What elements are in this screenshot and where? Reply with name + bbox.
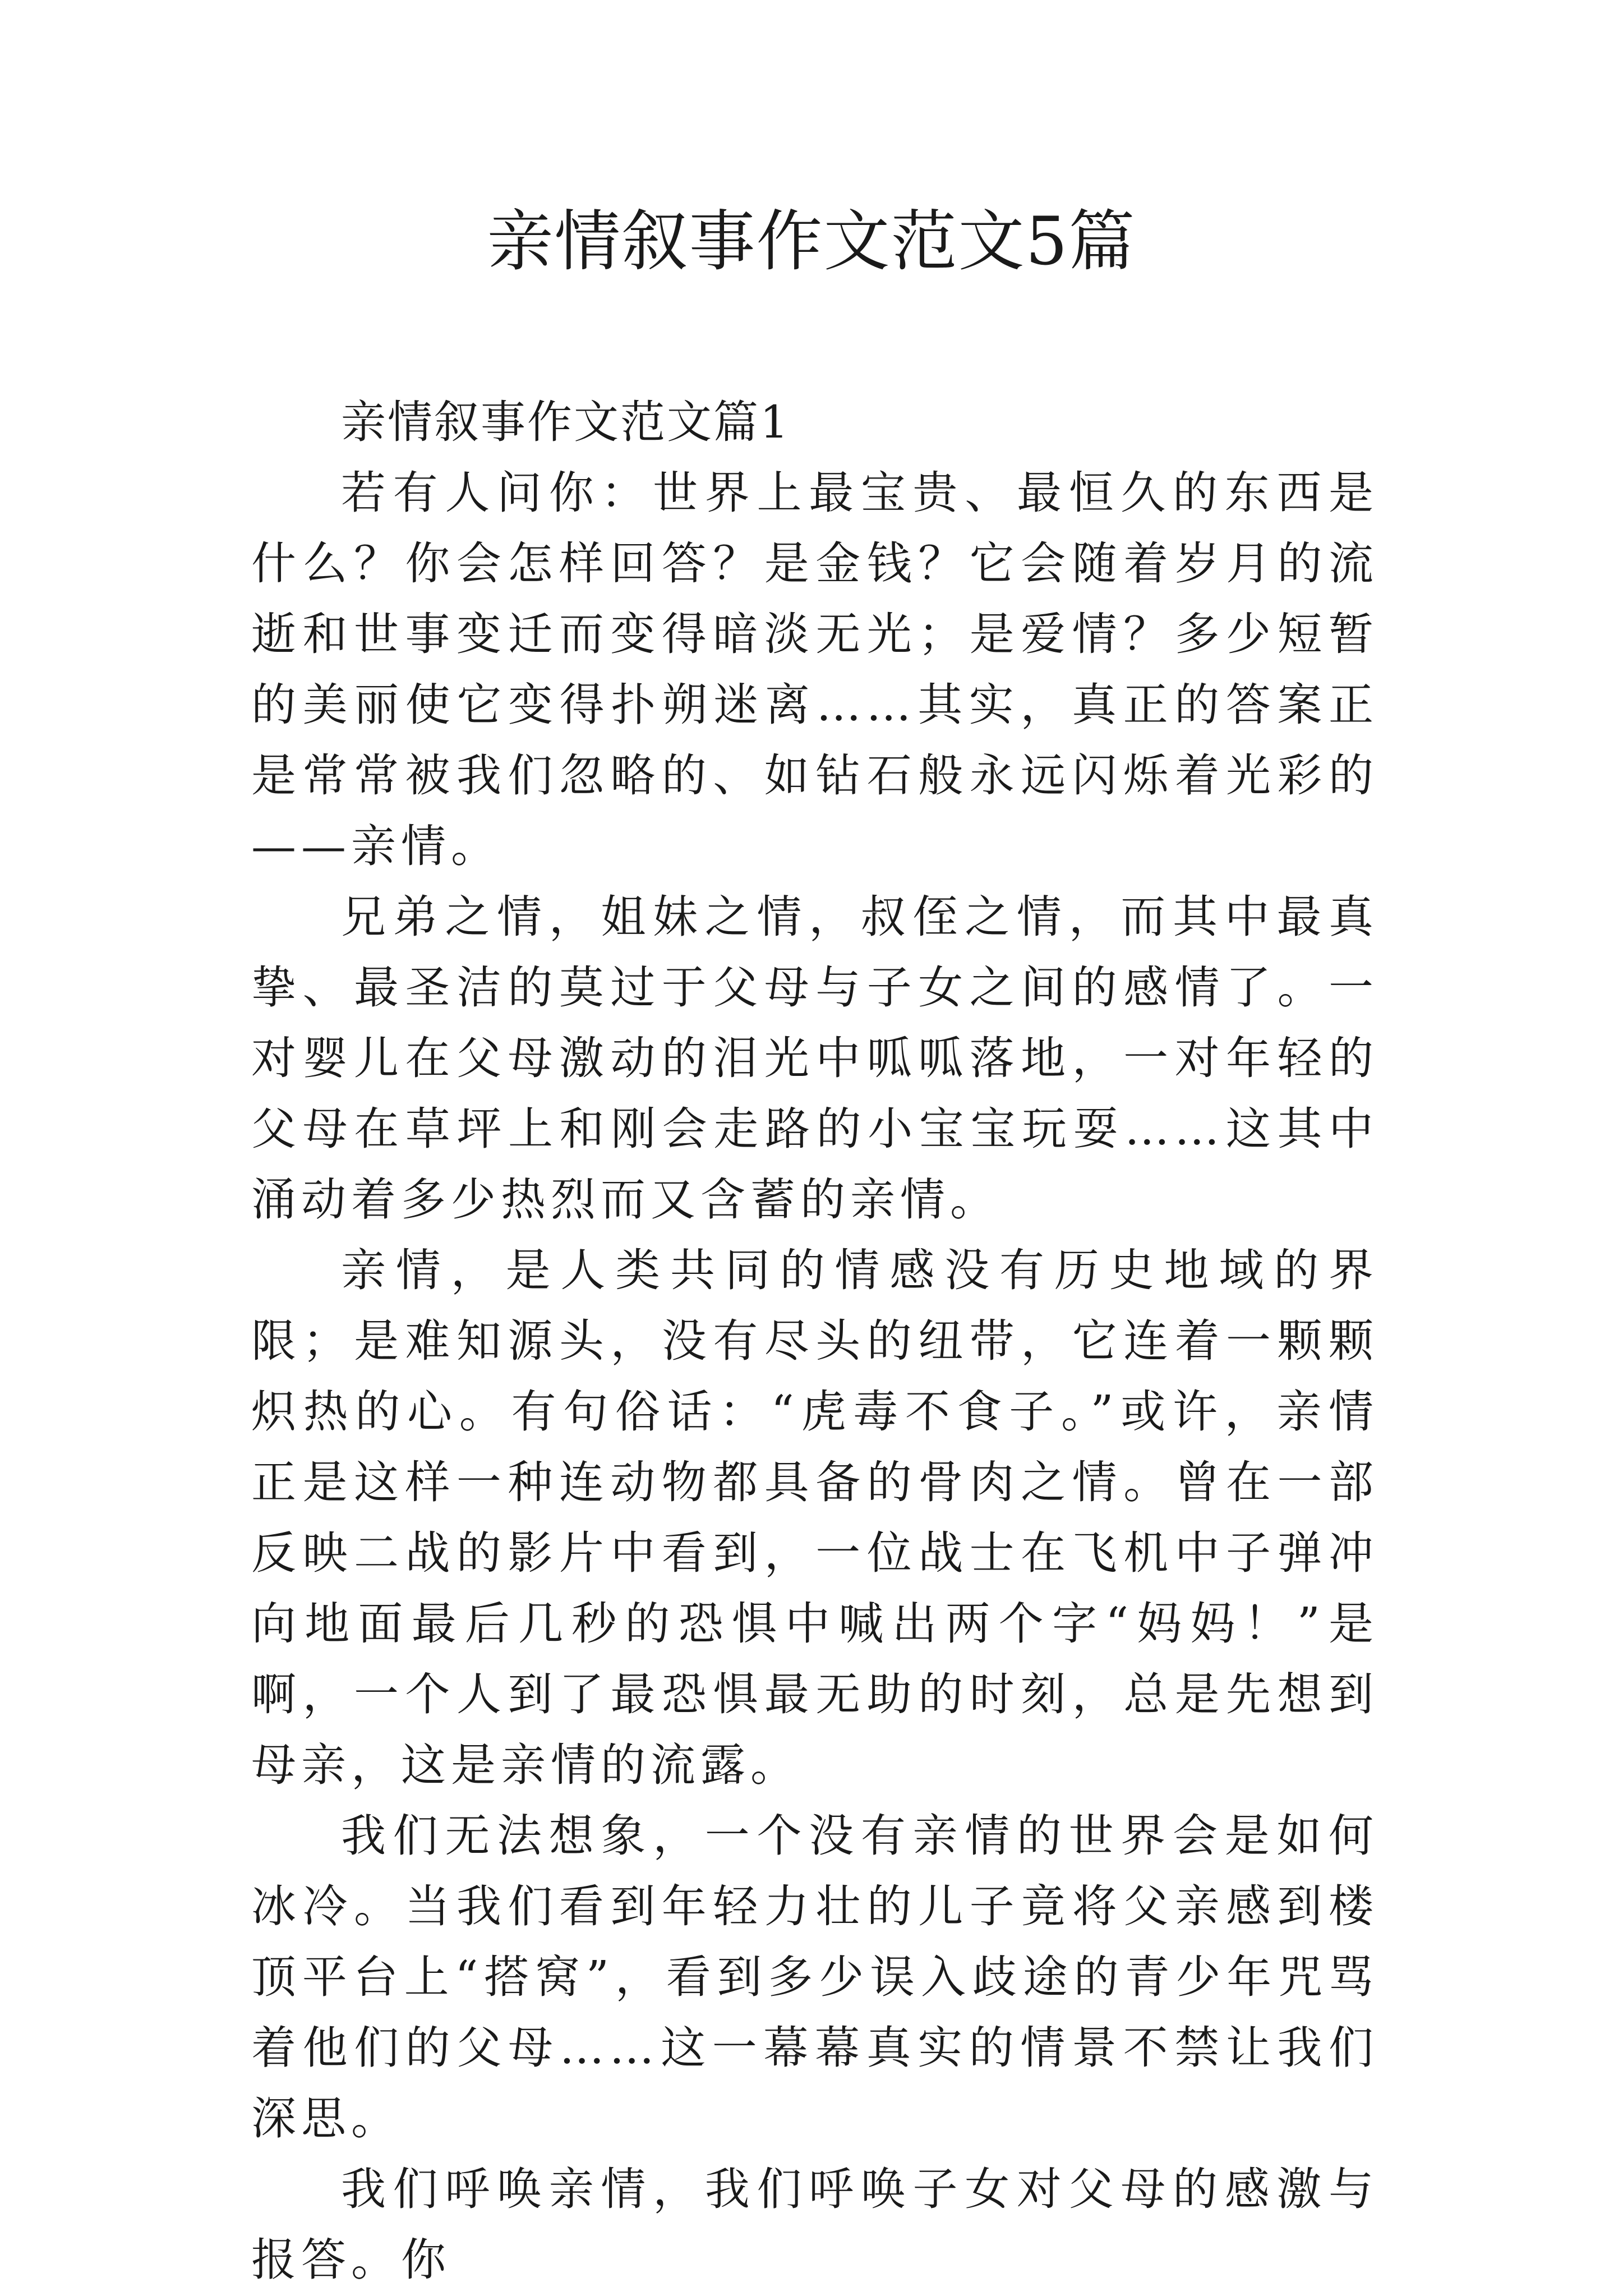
paragraph: 若有人问你：世界上最宝贵、最恒久的东西是什么？你会怎样回答？是金钱？它会随着岁月的流逝和世事变迁而变得暗淡无光；是爱情？多少短暂的美丽使它变得扑朔迷离……其实，真正的答案正是常常被我们忽略的、如钻石般永远闪烁着光彩的——亲情。	[251, 467, 1378, 872]
paragraph: 亲情，是人类共同的情感没有历史地域的界限；是难知源头，没有尽头的纽带，它连着一颗颗炽热的心。有句俗话：“虎毒不食子。”或许，亲情正是这样一种连动物都具备的骨肉之情。曾在一部反映二战的影片中看到，一位战士在飞机中子弹冲向地面最后几秒的恐惧中喊出两个字“妈妈！”是啊，一个人到了最恐惧最无助的时刻，总是先想到母亲，这是亲情的流露。	[251, 1244, 1378, 1791]
document-title: 亲情叙事作文范文5篇	[487, 203, 1136, 280]
document-body	[251, 387, 1378, 2295]
paragraph: 我们呼唤亲情，我们呼唤子女对父母的感激与报答。你	[251, 2163, 1378, 2286]
section-heading: 亲情叙事作文范文篇1	[341, 396, 790, 448]
paragraph: 我们无法想象，一个没有亲情的世界会是如何冰冷。当我们看到年轻力壮的儿子竟将父亲感到楼顶平台上“搭窝”，看到多少误入歧途的青少年咒骂着他们的父母……这一幕幕真实的情景不禁让我们深思。	[251, 1810, 1378, 2145]
paragraph: 兄弟之情，姐妹之情，叔侄之情，而其中最真挚、最圣洁的莫过于父母与子女之间的感情了。一对婴儿在父母激动的泪光中呱呱落地，一对年轻的父母在草坪上和刚会走路的小宝宝玩耍……这其中涌动着多少热烈而又含蓄的亲情。	[251, 891, 1378, 1226]
